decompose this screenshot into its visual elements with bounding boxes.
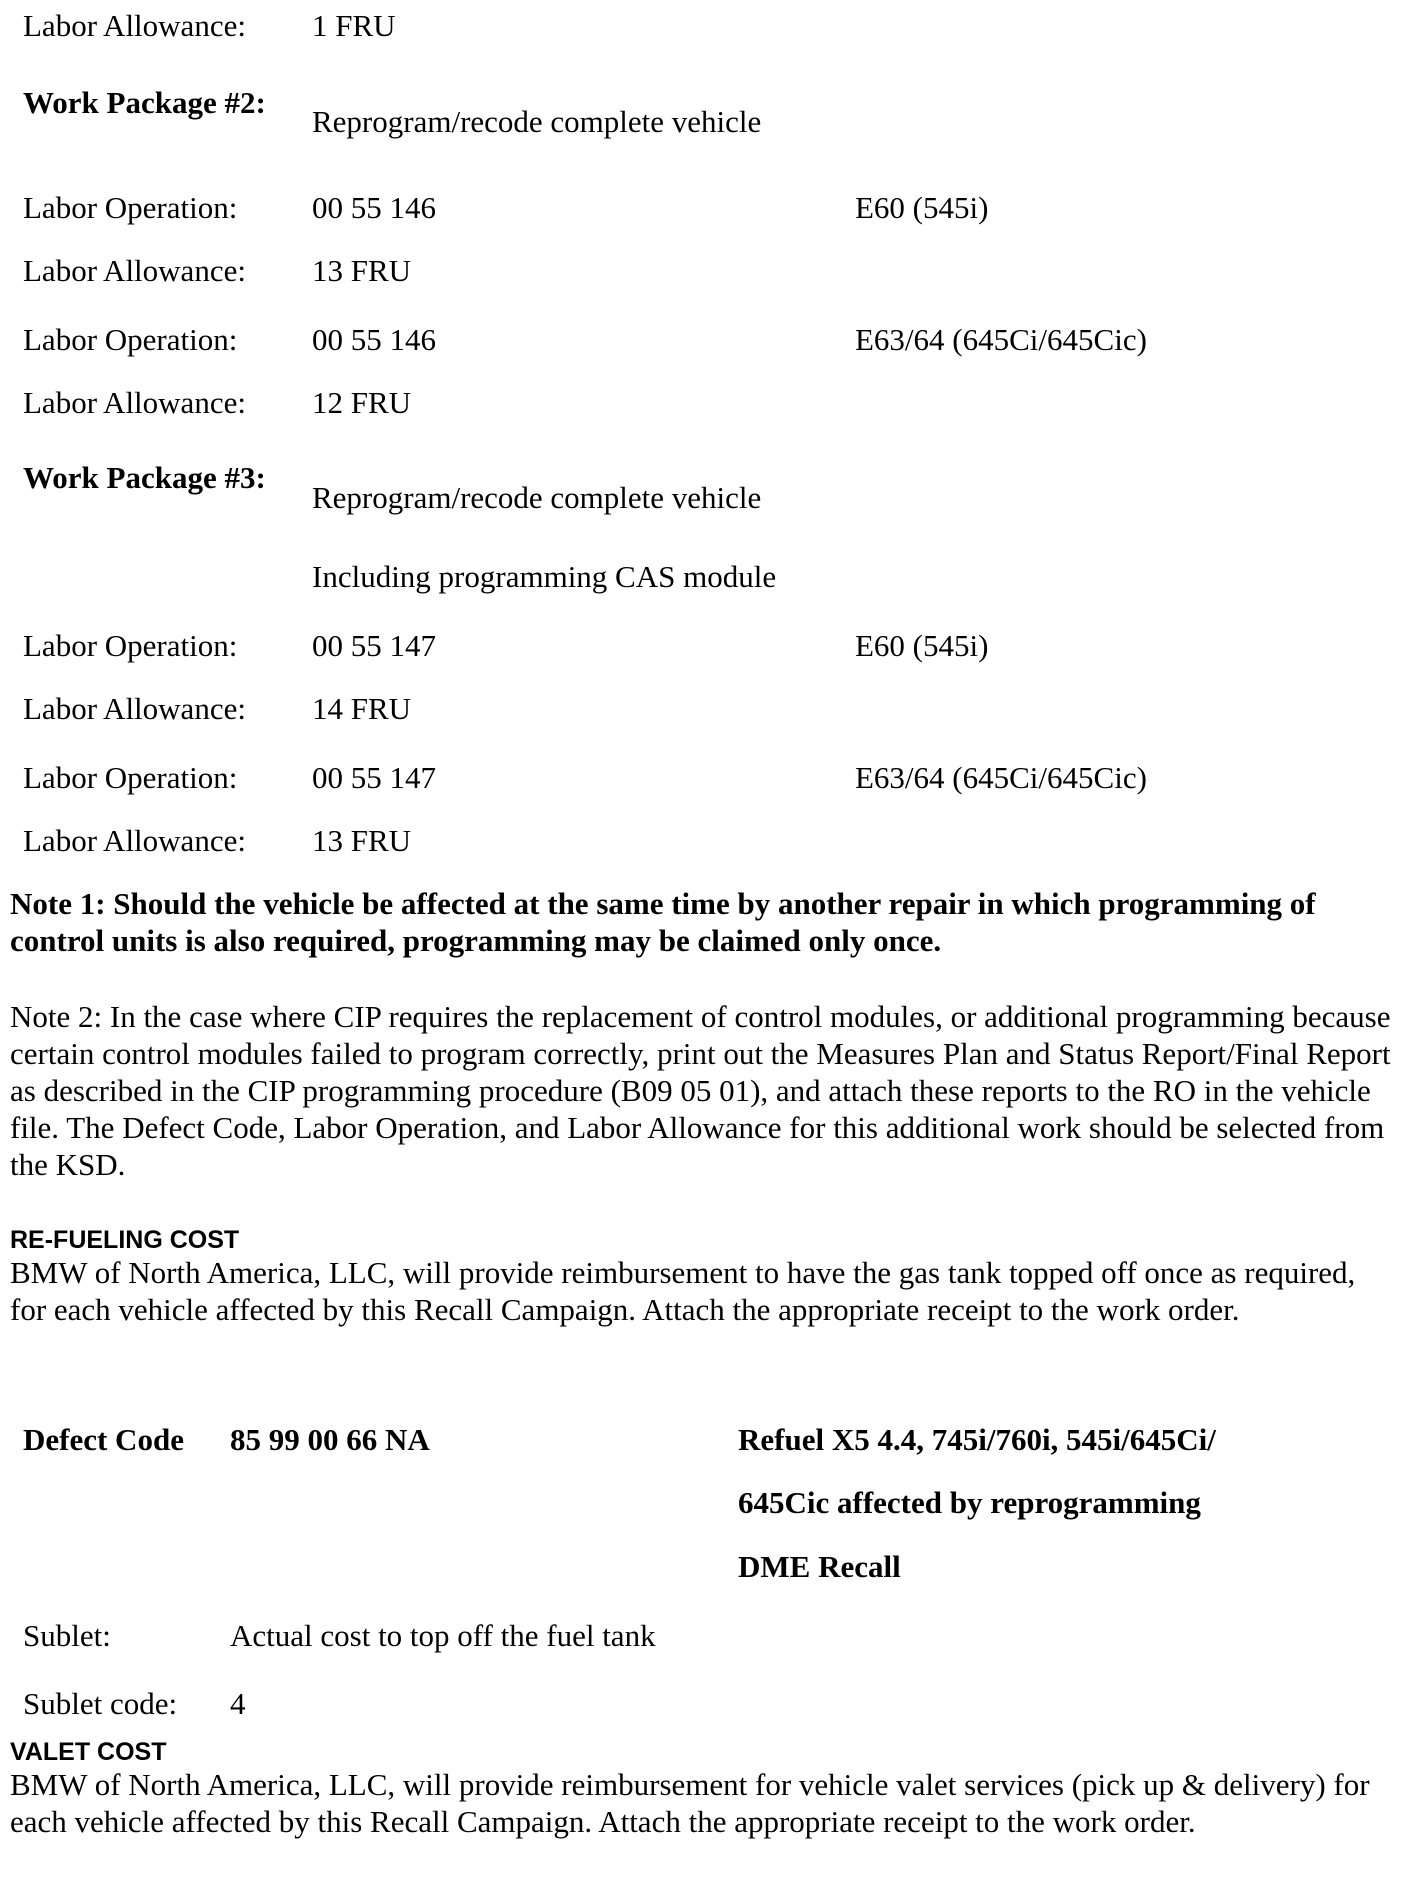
labor-operation-label: Labor Operation: — [23, 190, 238, 225]
sublet-value: Actual cost to top off the fuel tank — [230, 1618, 656, 1653]
valet-body: BMW of North America, LLC, will provide reimbursement for vehicle valet services (pick up & delivery) for each vehicle affected by this Recall Campaign. Attach the appropriate receipt to the work order. — [10, 1767, 1370, 1839]
valet-heading: VALET COST — [10, 1738, 167, 1766]
work-package-2-desc: Reprogram/recode complete vehicle — [312, 104, 762, 139]
work-package-3-desc-2: Including programming CAS module — [312, 559, 777, 594]
labor-operation-model: E63/64 (645Ci/645Cic) — [855, 760, 1147, 795]
note-2: Note 2: In the case where CIP requires the replacement of control modules, or additional programming because certain control modules failed to program correctly, print out the Measures Plan and Status Report/Final Report as described in the CIP programming procedure (B09 05 01), and attach these reports to the RO in the vehicle file. The Defect Code, Labor Operation, and Labor Allowance for this additional work should be selected from the KSD. — [10, 999, 1391, 1182]
defect-code-label: Defect Code — [23, 1422, 184, 1457]
labor-allowance-label: Labor Allowance: — [23, 385, 246, 420]
work-package-3-desc: Reprogram/recode complete vehicle — [312, 480, 762, 515]
labor-operation-value: 00 55 147 — [312, 628, 436, 663]
labor-operation-value: 00 55 146 — [312, 190, 436, 225]
work-package-3-label: Work Package #3: — [23, 460, 266, 495]
labor-allowance-value: 13 FRU — [312, 253, 412, 288]
labor-allowance-value: 12 FRU — [312, 385, 412, 420]
note-1: Note 1: Should the vehicle be affected at the same time by another repair in which programming of control units is also required, programming may be claimed only once. — [10, 886, 1316, 958]
labor-allowance-value: 13 FRU — [312, 823, 412, 858]
refueling-heading: RE-FUELING COST — [10, 1226, 240, 1254]
labor-operation-value: 00 55 147 — [312, 760, 436, 795]
labor-operation-label: Labor Operation: — [23, 628, 238, 663]
labor-allowance-label: Labor Allowance: — [23, 823, 246, 858]
labor-operation-label: Labor Operation: — [23, 760, 238, 795]
labor-operation-label: Labor Operation: — [23, 322, 238, 357]
labor-allowance-label: Labor Allowance: — [23, 691, 246, 726]
sublet-label: Sublet: — [23, 1618, 111, 1653]
defect-desc-line-2: 645Cic affected by reprogramming — [738, 1485, 1201, 1520]
labor-operation-value: 00 55 146 — [312, 322, 436, 357]
defect-desc-line-3: DME Recall — [738, 1549, 901, 1584]
sublet-code-label: Sublet code: — [23, 1686, 178, 1721]
labor-allowance-label: Labor Allowance: — [23, 253, 246, 288]
work-package-2-label: Work Package #2: — [23, 85, 266, 120]
refueling-body: BMW of North America, LLC, will provide reimbursement to have the gas tank topped off once as required, for each vehicle affected by this Recall Campaign. Attach the appropriate receipt to the work order. — [10, 1255, 1356, 1327]
labor-operation-model: E63/64 (645Ci/645Cic) — [855, 322, 1147, 357]
labor-allowance-label: Labor Allowance: — [23, 8, 246, 43]
labor-operation-model: E60 (545i) — [855, 190, 989, 225]
labor-allowance-value: 1 FRU — [312, 8, 396, 43]
labor-operation-model: E60 (545i) — [855, 628, 989, 663]
labor-allowance-value: 14 FRU — [312, 691, 412, 726]
defect-code-value: 85 99 00 66 NA — [230, 1422, 430, 1457]
defect-desc-line-1: Refuel X5 4.4, 745i/760i, 545i/645Ci/ — [738, 1422, 1216, 1457]
sublet-code-value: 4 — [230, 1686, 246, 1721]
